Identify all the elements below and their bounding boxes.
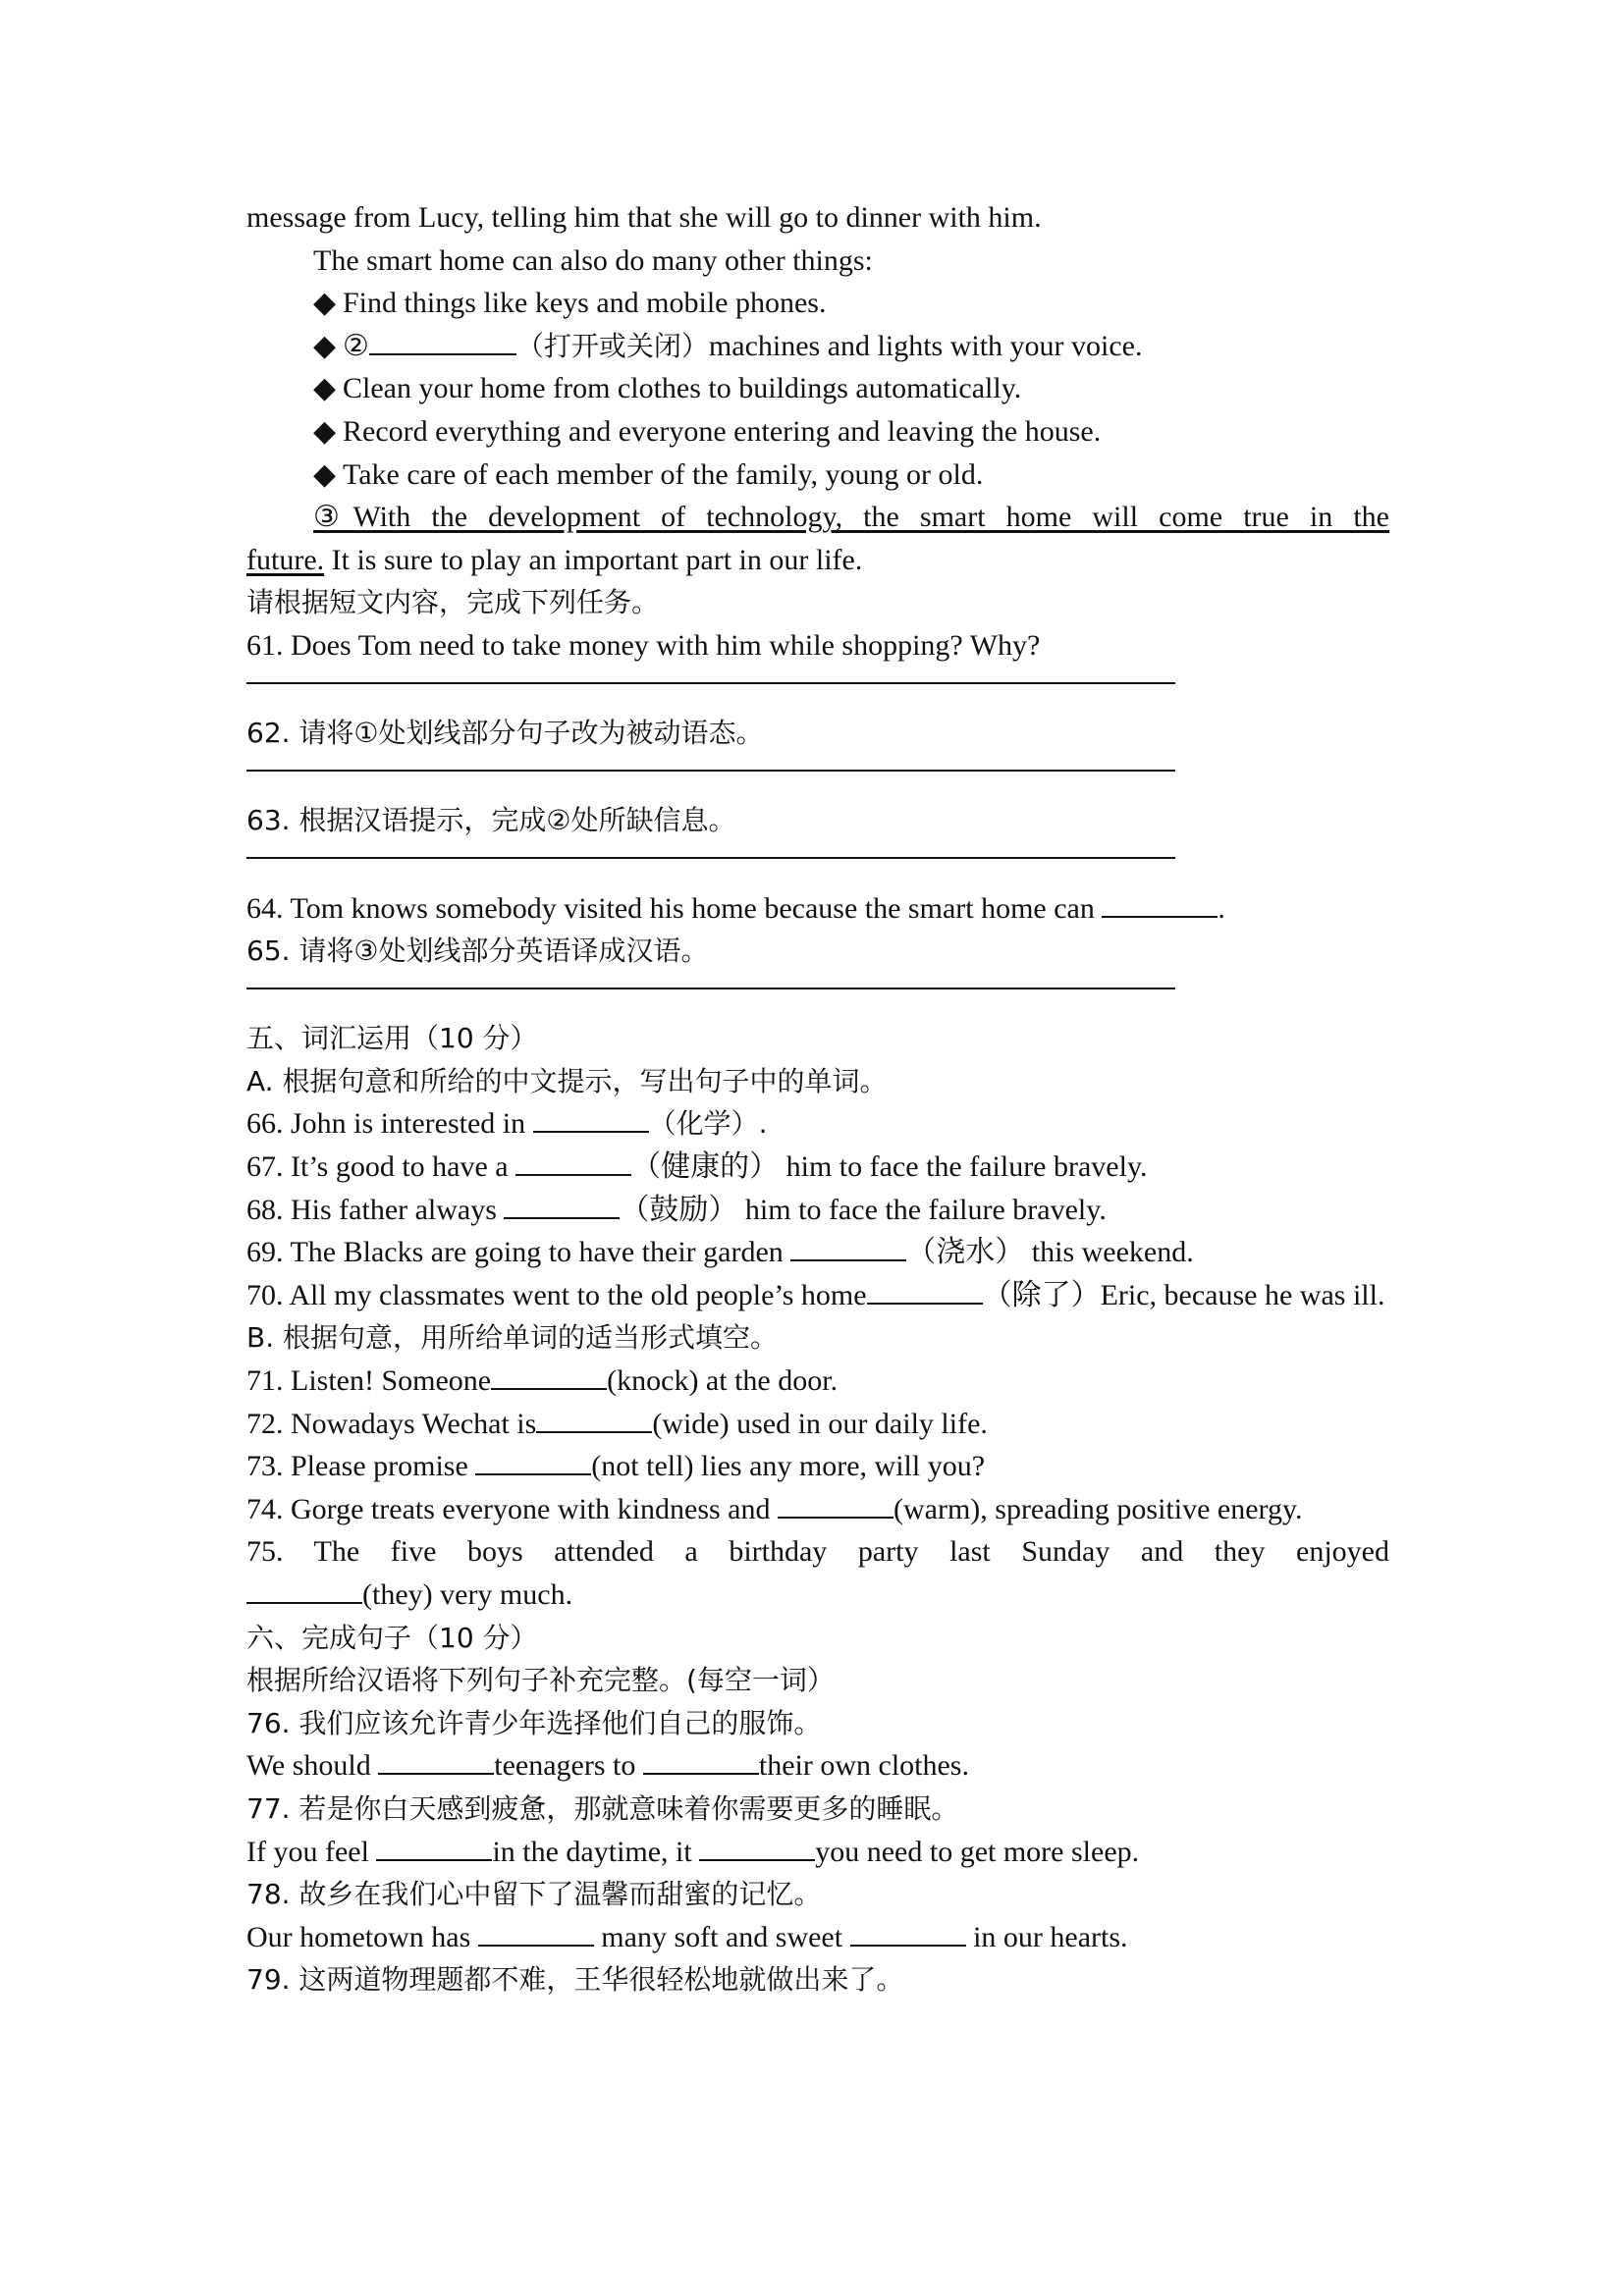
- question-78: Our hometown has many soft and sweet in our hearts.: [246, 1920, 1128, 1953]
- question-75-cont: (they) very much.: [246, 1574, 1389, 1617]
- answer-blank[interactable]: [778, 1491, 893, 1519]
- diamond-bullet-icon: ◆: [313, 457, 337, 491]
- answer-blank[interactable]: [643, 1747, 759, 1775]
- answer-blank[interactable]: [1102, 890, 1218, 918]
- question-61: 61. Does Tom need to take money with him while shopping? Why?: [246, 628, 1041, 662]
- question-66: 66. John is interested in （化学）.: [246, 1107, 768, 1141]
- bullet-item: ◆ Clean your home from clothes to buildings automatically.: [246, 367, 1389, 410]
- section5-partB: B. 根据句意，用所给单词的适当形式填空。: [246, 1321, 779, 1355]
- answer-blank[interactable]: [699, 1834, 815, 1861]
- question-77-cn: 77. 若是你白天感到疲惫，那就意味着你需要更多的睡眠。: [246, 1791, 959, 1825]
- answer-blank[interactable]: [378, 1747, 494, 1775]
- question-71: 71. Listen! Someone (knock) at the door.: [246, 1364, 839, 1398]
- answer-blank[interactable]: [478, 1919, 594, 1947]
- question-78-cn: 78. 故乡在我们心中留下了温馨而甜蜜的记忆。: [246, 1878, 822, 1911]
- answer-blank[interactable]: [867, 1277, 983, 1305]
- question-64: 64. Tom knows somebody visited his home because the smart home can .: [246, 891, 1225, 925]
- bullet-item: ◆ Find things like keys and mobile phones.: [246, 282, 1389, 325]
- answer-blank[interactable]: [790, 1234, 906, 1261]
- question-75: 75. The five boys attended a birthday party last Sunday and they enjoyed: [246, 1535, 1389, 1569]
- answer-line[interactable]: [246, 667, 1175, 684]
- bullet-item-blank: ◆ ② （打开或关闭）machines and lights with your voice.: [246, 325, 1389, 368]
- diamond-bullet-icon: ◆: [313, 372, 337, 405]
- answer-line[interactable]: [246, 842, 1175, 859]
- passage-line: The smart home can also do many other things:: [313, 243, 873, 277]
- diamond-bullet-icon: ◆: [313, 329, 337, 362]
- answer-blank[interactable]: [515, 1148, 631, 1176]
- answer-blank[interactable]: [475, 1448, 591, 1475]
- question-74: 74. Gorge treats everyone with kindness and (warm), spreading positive energy.: [246, 1492, 1303, 1525]
- passage-line: message from Lucy, telling him that she will go to dinner with him.: [246, 201, 1042, 234]
- passage-line: future. It is sure to play an important part in our life.: [246, 543, 863, 576]
- bullet-item: ◆ Record everything and everyone entering and leaving the house.: [246, 410, 1389, 454]
- answer-blank[interactable]: [491, 1362, 607, 1390]
- section5-title: 五、词汇运用（10 分）: [246, 1022, 538, 1055]
- question-68: 68. His father always （鼓励） him to face the failure bravely.: [246, 1193, 1107, 1226]
- question-77: If you feel in the daytime, it you need to get more sleep.: [246, 1835, 1140, 1868]
- question-65: 65. 请将③处划线部分英语译成汉语。: [246, 934, 709, 968]
- question-72: 72. Nowadays Wechat is (wide) used in our daily life.: [246, 1407, 988, 1440]
- answer-blank[interactable]: [536, 1406, 652, 1433]
- answer-blank[interactable]: [246, 1576, 362, 1604]
- section4-instruction: 请根据短文内容，完成下列任务。: [246, 586, 660, 619]
- question-63: 63. 根据汉语提示，完成②处所缺信息。: [246, 804, 736, 837]
- answer-line[interactable]: [246, 755, 1175, 772]
- answer-blank[interactable]: [376, 1834, 492, 1861]
- question-76-cn: 76. 我们应该允许青少年选择他们自己的服饰。: [246, 1706, 822, 1739]
- question-73: 73. Please promise (not tell) lies any more, will you?: [246, 1450, 986, 1483]
- answer-blank[interactable]: [850, 1919, 966, 1947]
- question-62: 62. 请将①处划线部分句子改为被动语态。: [246, 717, 764, 750]
- underlined-sentence-3: ③With the development of technology, the smart home will come true in the: [313, 501, 1389, 534]
- document-page: [246, 196, 1389, 2002]
- diamond-bullet-icon: ◆: [313, 414, 337, 448]
- answer-line[interactable]: [246, 973, 1175, 989]
- question-76: We should teenagers to their own clothes.: [246, 1749, 969, 1783]
- section6-instruction: 根据所给汉语将下列句子补充完整。(每空一词）: [246, 1664, 835, 1697]
- bullet-item: ◆ Take care of each member of the family, young or old.: [246, 454, 1389, 497]
- diamond-bullet-icon: ◆: [313, 287, 337, 320]
- answer-blank[interactable]: [369, 328, 516, 355]
- section5-partA: A. 根据句意和所给的中文提示，写出句子中的单词。: [246, 1064, 888, 1097]
- answer-blank[interactable]: [504, 1192, 620, 1219]
- answer-blank[interactable]: [533, 1105, 649, 1133]
- question-79-cn: 79. 这两道物理题都不难，王华很轻松地就做出来了。: [246, 1963, 904, 1997]
- section6-title: 六、完成句子（10 分）: [246, 1621, 538, 1654]
- question-67: 67. It’s good to have a （健康的） him to face the failure bravely.: [246, 1150, 1148, 1184]
- question-69: 69. The Blacks are going to have their garden （浇水） this weekend.: [246, 1236, 1194, 1269]
- question-70: 70. All my classmates went to the old people’s home （除了）Eric, because he was ill.: [246, 1278, 1385, 1311]
